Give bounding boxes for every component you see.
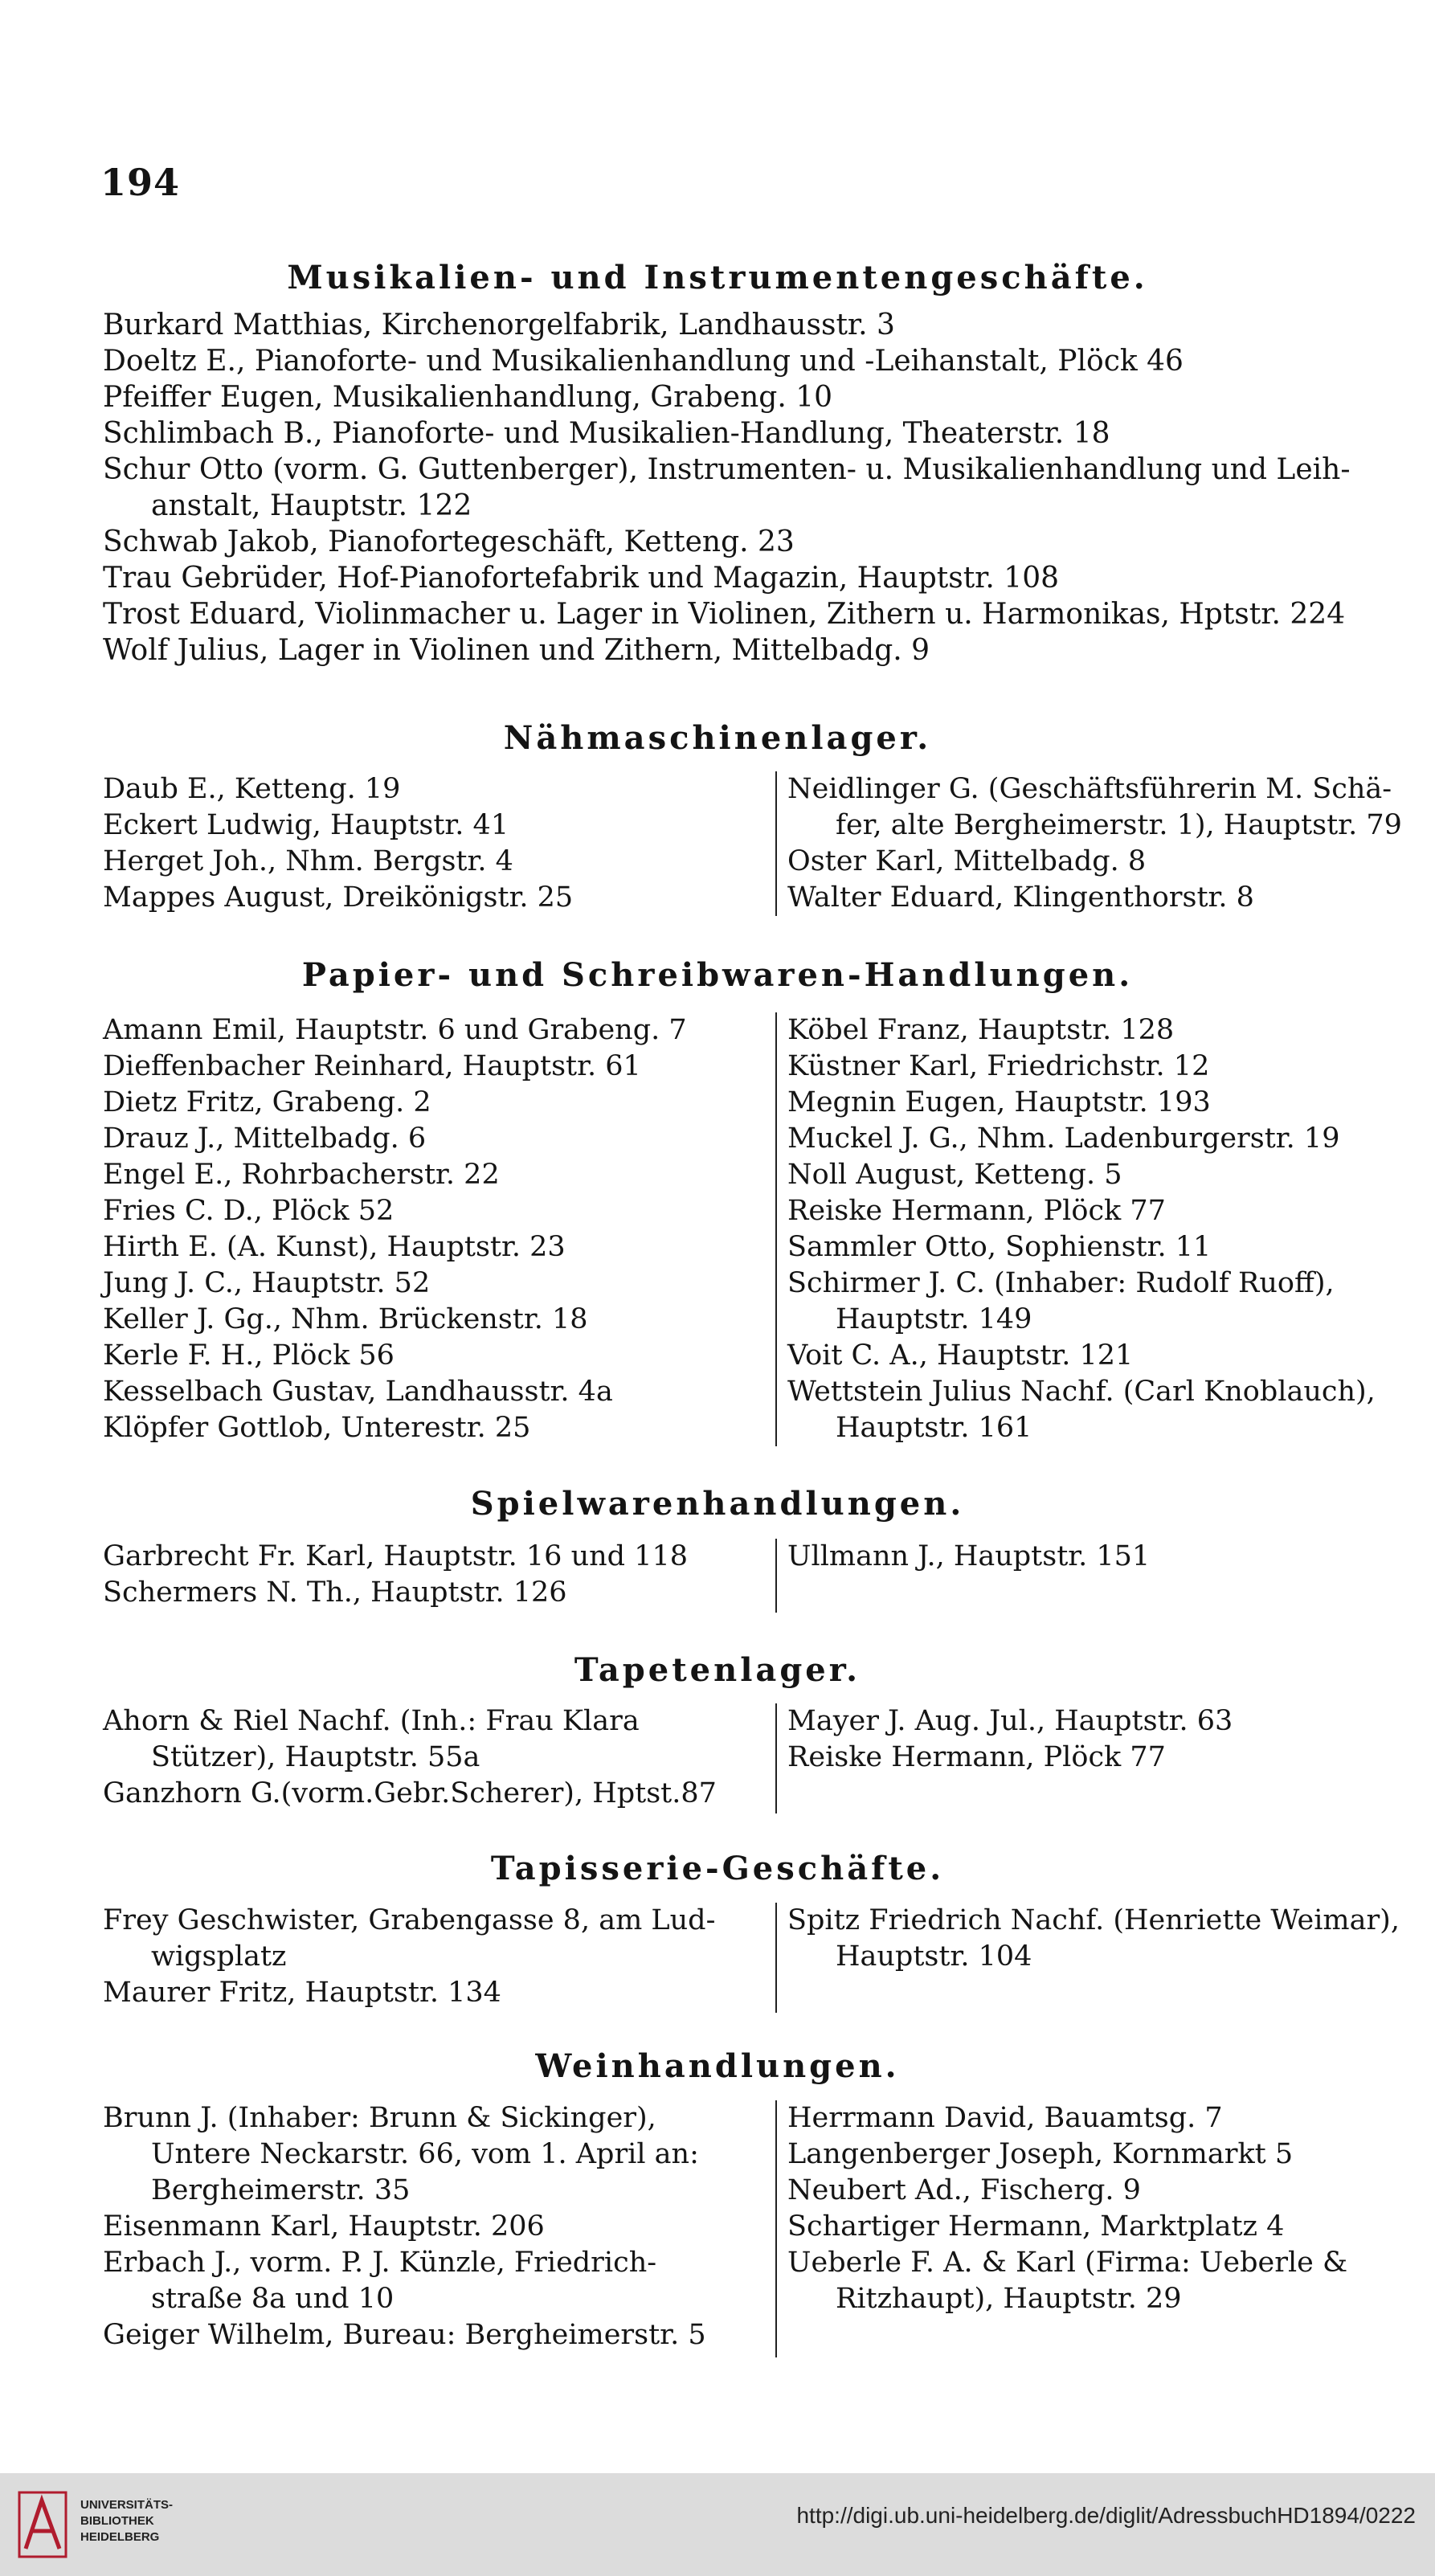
section-paper-columns bbox=[103, 1012, 1413, 1446]
list-item: Ullmann J., Hauptstr. 151 bbox=[787, 1540, 1151, 1572]
list-item: Oster Karl, Mittelbadg. 8 bbox=[787, 845, 1147, 877]
left-column bbox=[103, 2100, 763, 2353]
library-name bbox=[80, 2497, 173, 2545]
list-item: Klöpfer Gottlob, Unterestr. 25 bbox=[103, 1412, 531, 1444]
column-divider bbox=[775, 1903, 777, 2013]
right-column bbox=[787, 1012, 1422, 1446]
list-item: Trau Gebrüder, Hof-Pianofortefabrik und Magazin, Hauptstr. 108 bbox=[103, 562, 1060, 595]
right-column bbox=[787, 771, 1422, 916]
list-item: Schirmer J. C. (Inhaber: Rudolf Ruoff), bbox=[787, 1267, 1335, 1299]
list-item: Mayer J. Aug. Jul., Hauptstr. 63 bbox=[787, 1705, 1233, 1737]
list-item: Muckel J. G., Nhm. Ladenburgerstr. 19 bbox=[787, 1122, 1340, 1155]
section-wallpaper-columns bbox=[103, 1703, 1413, 1813]
list-item: Keller J. Gg., Nhm. Brückenstr. 18 bbox=[103, 1303, 588, 1335]
left-column bbox=[103, 1539, 763, 1611]
list-item: Frey Geschwister, Grabengasse 8, am Lud- bbox=[103, 1904, 716, 1936]
list-item: Voit C. A., Hauptstr. 121 bbox=[787, 1339, 1134, 1372]
footer-bar bbox=[0, 2473, 1435, 2576]
column-divider bbox=[775, 1012, 777, 1446]
library-name-line: UNIVERSITÄTS- bbox=[80, 2498, 174, 2512]
list-item: Eisenmann Karl, Hauptstr. 206 bbox=[103, 2210, 545, 2243]
section-toys-columns bbox=[103, 1539, 1413, 1613]
section-heading-wine: Weinhandlungen. bbox=[535, 2047, 900, 2085]
list-item: Hauptstr. 104 bbox=[836, 1940, 1032, 1973]
list-item: Neubert Ad., Fischerg. 9 bbox=[787, 2174, 1141, 2206]
list-item: Langenberger Joseph, Kornmarkt 5 bbox=[787, 2138, 1294, 2170]
column-divider bbox=[775, 2100, 777, 2357]
section-heading-tapestry: Tapisserie-Geschäfte. bbox=[490, 1850, 945, 1887]
list-item: Herrmann David, Bauamtsg. 7 bbox=[787, 2102, 1223, 2134]
list-item: fer, alte Bergheimerstr. 1), Hauptstr. 79 bbox=[836, 809, 1402, 841]
list-item: Schwab Jakob, Pianofortegeschäft, Ketteng. 23 bbox=[103, 525, 795, 558]
section-heading-paper: Papier- und Schreibwaren-Handlungen. bbox=[301, 956, 1134, 994]
list-item: Amann Emil, Hauptstr. 6 und Grabeng. 7 bbox=[103, 1014, 687, 1046]
section-heading-sewing: Nähmaschinenlager. bbox=[503, 719, 932, 757]
list-item: Wettstein Julius Nachf. (Carl Knoblauch), bbox=[787, 1376, 1376, 1408]
list-item: Reiske Hermann, Plöck 77 bbox=[787, 1195, 1166, 1227]
list-item: Bergheimerstr. 35 bbox=[151, 2174, 411, 2206]
list-item: Noll August, Ketteng. 5 bbox=[787, 1159, 1122, 1191]
list-item: Erbach J., vorm. P. J. Künzle, Friedrich- bbox=[103, 2247, 657, 2279]
list-item: Garbrecht Fr. Karl, Hauptstr. 16 und 118 bbox=[103, 1540, 688, 1572]
list-item: Stützer), Hauptstr. 55a bbox=[151, 1741, 480, 1773]
list-item: Küstner Karl, Friedrichstr. 12 bbox=[787, 1050, 1210, 1082]
library-logo-icon bbox=[18, 2491, 67, 2558]
list-item: Megnin Eugen, Hauptstr. 193 bbox=[787, 1086, 1211, 1118]
right-column bbox=[787, 1539, 1422, 1575]
left-column bbox=[103, 1703, 763, 1812]
list-item: wigsplatz bbox=[151, 1940, 287, 1973]
list-item: Hauptstr. 149 bbox=[836, 1303, 1032, 1335]
column-divider bbox=[775, 1703, 777, 1813]
list-item: Reiske Hermann, Plöck 77 bbox=[787, 1741, 1166, 1773]
library-name-line: HEIDELBERG bbox=[80, 2530, 160, 2544]
list-item: Schermers N. Th., Hauptstr. 126 bbox=[103, 1576, 567, 1609]
right-column bbox=[787, 1903, 1422, 1975]
list-item: Eckert Ludwig, Hauptstr. 41 bbox=[103, 809, 509, 841]
list-item: Pfeiffer Eugen, Musikalienhandlung, Grabeng. 10 bbox=[103, 381, 833, 414]
left-column bbox=[103, 1903, 763, 2011]
list-item: Trost Eduard, Violinmacher u. Lager in Violinen, Zithern u. Harmonikas, Hptstr. 224 bbox=[103, 598, 1346, 631]
right-column bbox=[787, 2100, 1422, 2317]
list-item: Sammler Otto, Sophienstr. 11 bbox=[787, 1231, 1212, 1263]
list-item: Neidlinger G. (Geschäftsführerin M. Schä- bbox=[787, 773, 1392, 805]
list-item: Dieffenbacher Reinhard, Hauptstr. 61 bbox=[103, 1050, 641, 1082]
list-item: Ahorn & Riel Nachf. (Inh.: Frau Klara bbox=[103, 1705, 640, 1737]
list-item: Doeltz E., Pianoforte- und Musikalienhandlung und -Leihanstalt, Plöck 46 bbox=[103, 345, 1184, 378]
left-column bbox=[103, 1012, 763, 1446]
column-divider bbox=[775, 1539, 777, 1613]
list-item: Brunn J. (Inhaber: Brunn & Sickinger), bbox=[103, 2102, 656, 2134]
list-item: Schur Otto (vorm. G. Guttenberger), Instrumenten- u. Musikalienhandlung und Leih- bbox=[103, 453, 1351, 486]
list-item: Maurer Fritz, Hauptstr. 134 bbox=[103, 1977, 501, 2009]
section-music-list bbox=[103, 307, 1404, 669]
list-item: Kerle F. H., Plöck 56 bbox=[103, 1339, 395, 1372]
section-heading-wallpaper: Tapetenlager. bbox=[574, 1651, 861, 1689]
list-item: Engel E., Rohrbacherstr. 22 bbox=[103, 1159, 500, 1191]
list-item: Walter Eduard, Klingenthorstr. 8 bbox=[787, 881, 1254, 914]
list-item: Hauptstr. 161 bbox=[836, 1412, 1032, 1444]
list-item: Mappes August, Dreikönigstr. 25 bbox=[103, 881, 574, 914]
section-sewing-columns bbox=[103, 771, 1413, 916]
left-column bbox=[103, 771, 763, 916]
list-item: Hirth E. (A. Kunst), Hauptstr. 23 bbox=[103, 1231, 566, 1263]
list-item: Daub E., Ketteng. 19 bbox=[103, 773, 401, 805]
list-item: Dietz Fritz, Grabeng. 2 bbox=[103, 1086, 431, 1118]
list-item: Schartiger Hermann, Marktplatz 4 bbox=[787, 2210, 1285, 2243]
list-item: Herget Joh., Nhm. Bergstr. 4 bbox=[103, 845, 513, 877]
right-column bbox=[787, 1703, 1422, 1776]
section-heading-music: Musikalien- und Instrumentengeschäfte. bbox=[287, 259, 1148, 296]
list-item: Untere Neckarstr. 66, vom 1. April an: bbox=[151, 2138, 699, 2170]
list-item: Spitz Friedrich Nachf. (Henriette Weimar), bbox=[787, 1904, 1400, 1936]
list-item: Ueberle F. A. & Karl (Firma: Ueberle & bbox=[787, 2247, 1348, 2279]
list-item: Drauz J., Mittelbadg. 6 bbox=[103, 1122, 427, 1155]
list-item: straße 8a und 10 bbox=[151, 2283, 395, 2315]
list-item: Kesselbach Gustav, Landhausstr. 4a bbox=[103, 1376, 613, 1408]
section-wine-columns bbox=[103, 2100, 1413, 2357]
section-heading-toys: Spielwarenhandlungen. bbox=[470, 1485, 965, 1523]
source-url-link[interactable]: http://digi.ub.uni-heidelberg.de/diglit/AdressbuchHD1894/0222 bbox=[796, 2503, 1416, 2528]
list-item: Ritzhaupt), Hauptstr. 29 bbox=[836, 2283, 1182, 2315]
list-item: Köbel Franz, Hauptstr. 128 bbox=[787, 1014, 1175, 1046]
list-item: Burkard Matthias, Kirchenorgelfabrik, Landhausstr. 3 bbox=[103, 309, 895, 341]
list-item: anstalt, Hauptstr. 122 bbox=[151, 489, 472, 522]
section-tapestry-columns bbox=[103, 1903, 1413, 2013]
page-number: 194 bbox=[100, 161, 181, 204]
list-item: Jung J. C., Hauptstr. 52 bbox=[103, 1267, 431, 1299]
list-item: Schlimbach B., Pianoforte- und Musikalien-Handlung, Theaterstr. 18 bbox=[103, 417, 1110, 450]
list-item: Fries C. D., Plöck 52 bbox=[103, 1195, 395, 1227]
list-item: Geiger Wilhelm, Bureau: Bergheimerstr. 5 bbox=[103, 2319, 706, 2351]
list-item: Ganzhorn G.(vorm.Gebr.Scherer), Hptst.87 bbox=[103, 1777, 717, 1809]
column-divider bbox=[775, 771, 777, 916]
library-name-line: BIBLIOTHEK bbox=[80, 2514, 154, 2528]
list-item: Wolf Julius, Lager in Violinen und Zithern, Mittelbadg. 9 bbox=[103, 634, 930, 667]
